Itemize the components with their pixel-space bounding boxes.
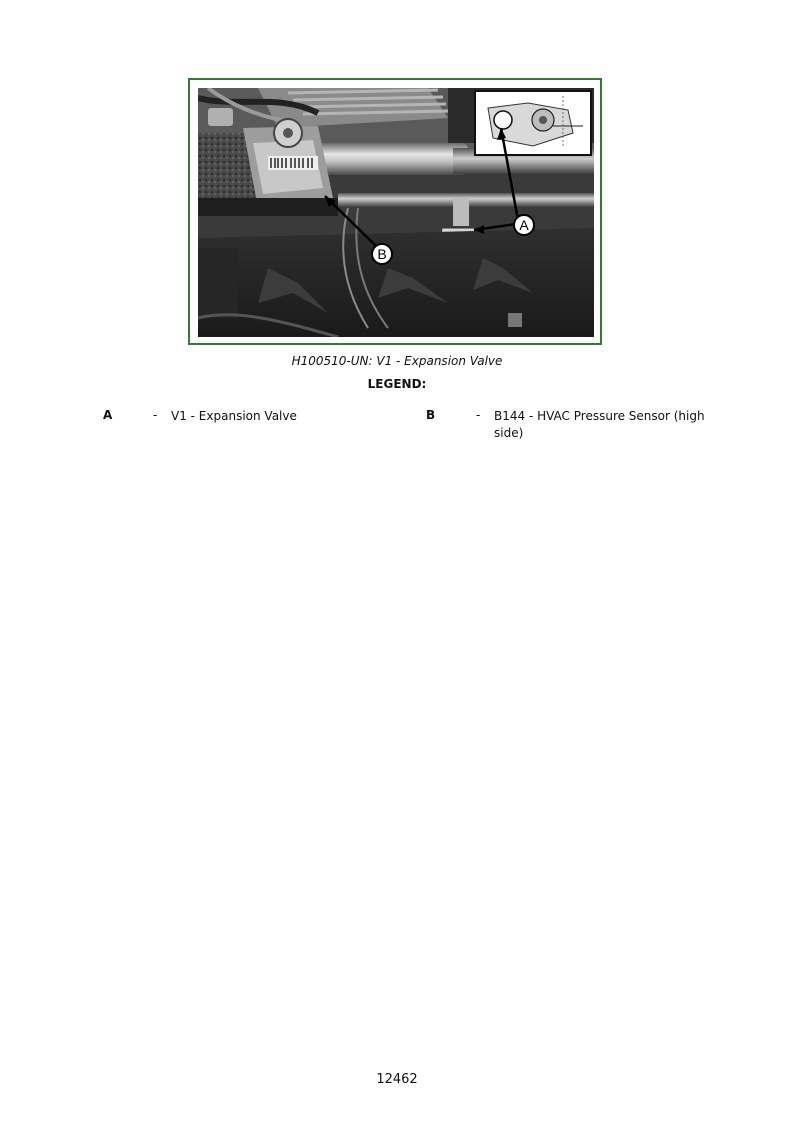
expansion-valve-photo <box>198 88 594 337</box>
legend-dash-b: - <box>476 408 481 422</box>
callout-a-letter: A <box>519 217 529 233</box>
callout-b <box>372 244 392 264</box>
legend-key-a: A <box>103 408 113 422</box>
figure-caption: H100510-UN: V1 - Expansion Valve <box>291 354 503 368</box>
legend-text-b: B144 - HVAC Pressure Sensor (high side) <box>494 409 705 440</box>
legend-text-a: V1 - Expansion Valve <box>171 409 297 423</box>
legend-title: LEGEND: <box>367 377 427 391</box>
figure-frame <box>188 78 602 345</box>
callout-a <box>514 215 534 235</box>
page-number: 12462 <box>376 1072 418 1087</box>
legend-key-b: B <box>426 408 436 422</box>
legend-dash-a: - <box>153 408 158 422</box>
callout-b-letter: B <box>377 246 387 262</box>
